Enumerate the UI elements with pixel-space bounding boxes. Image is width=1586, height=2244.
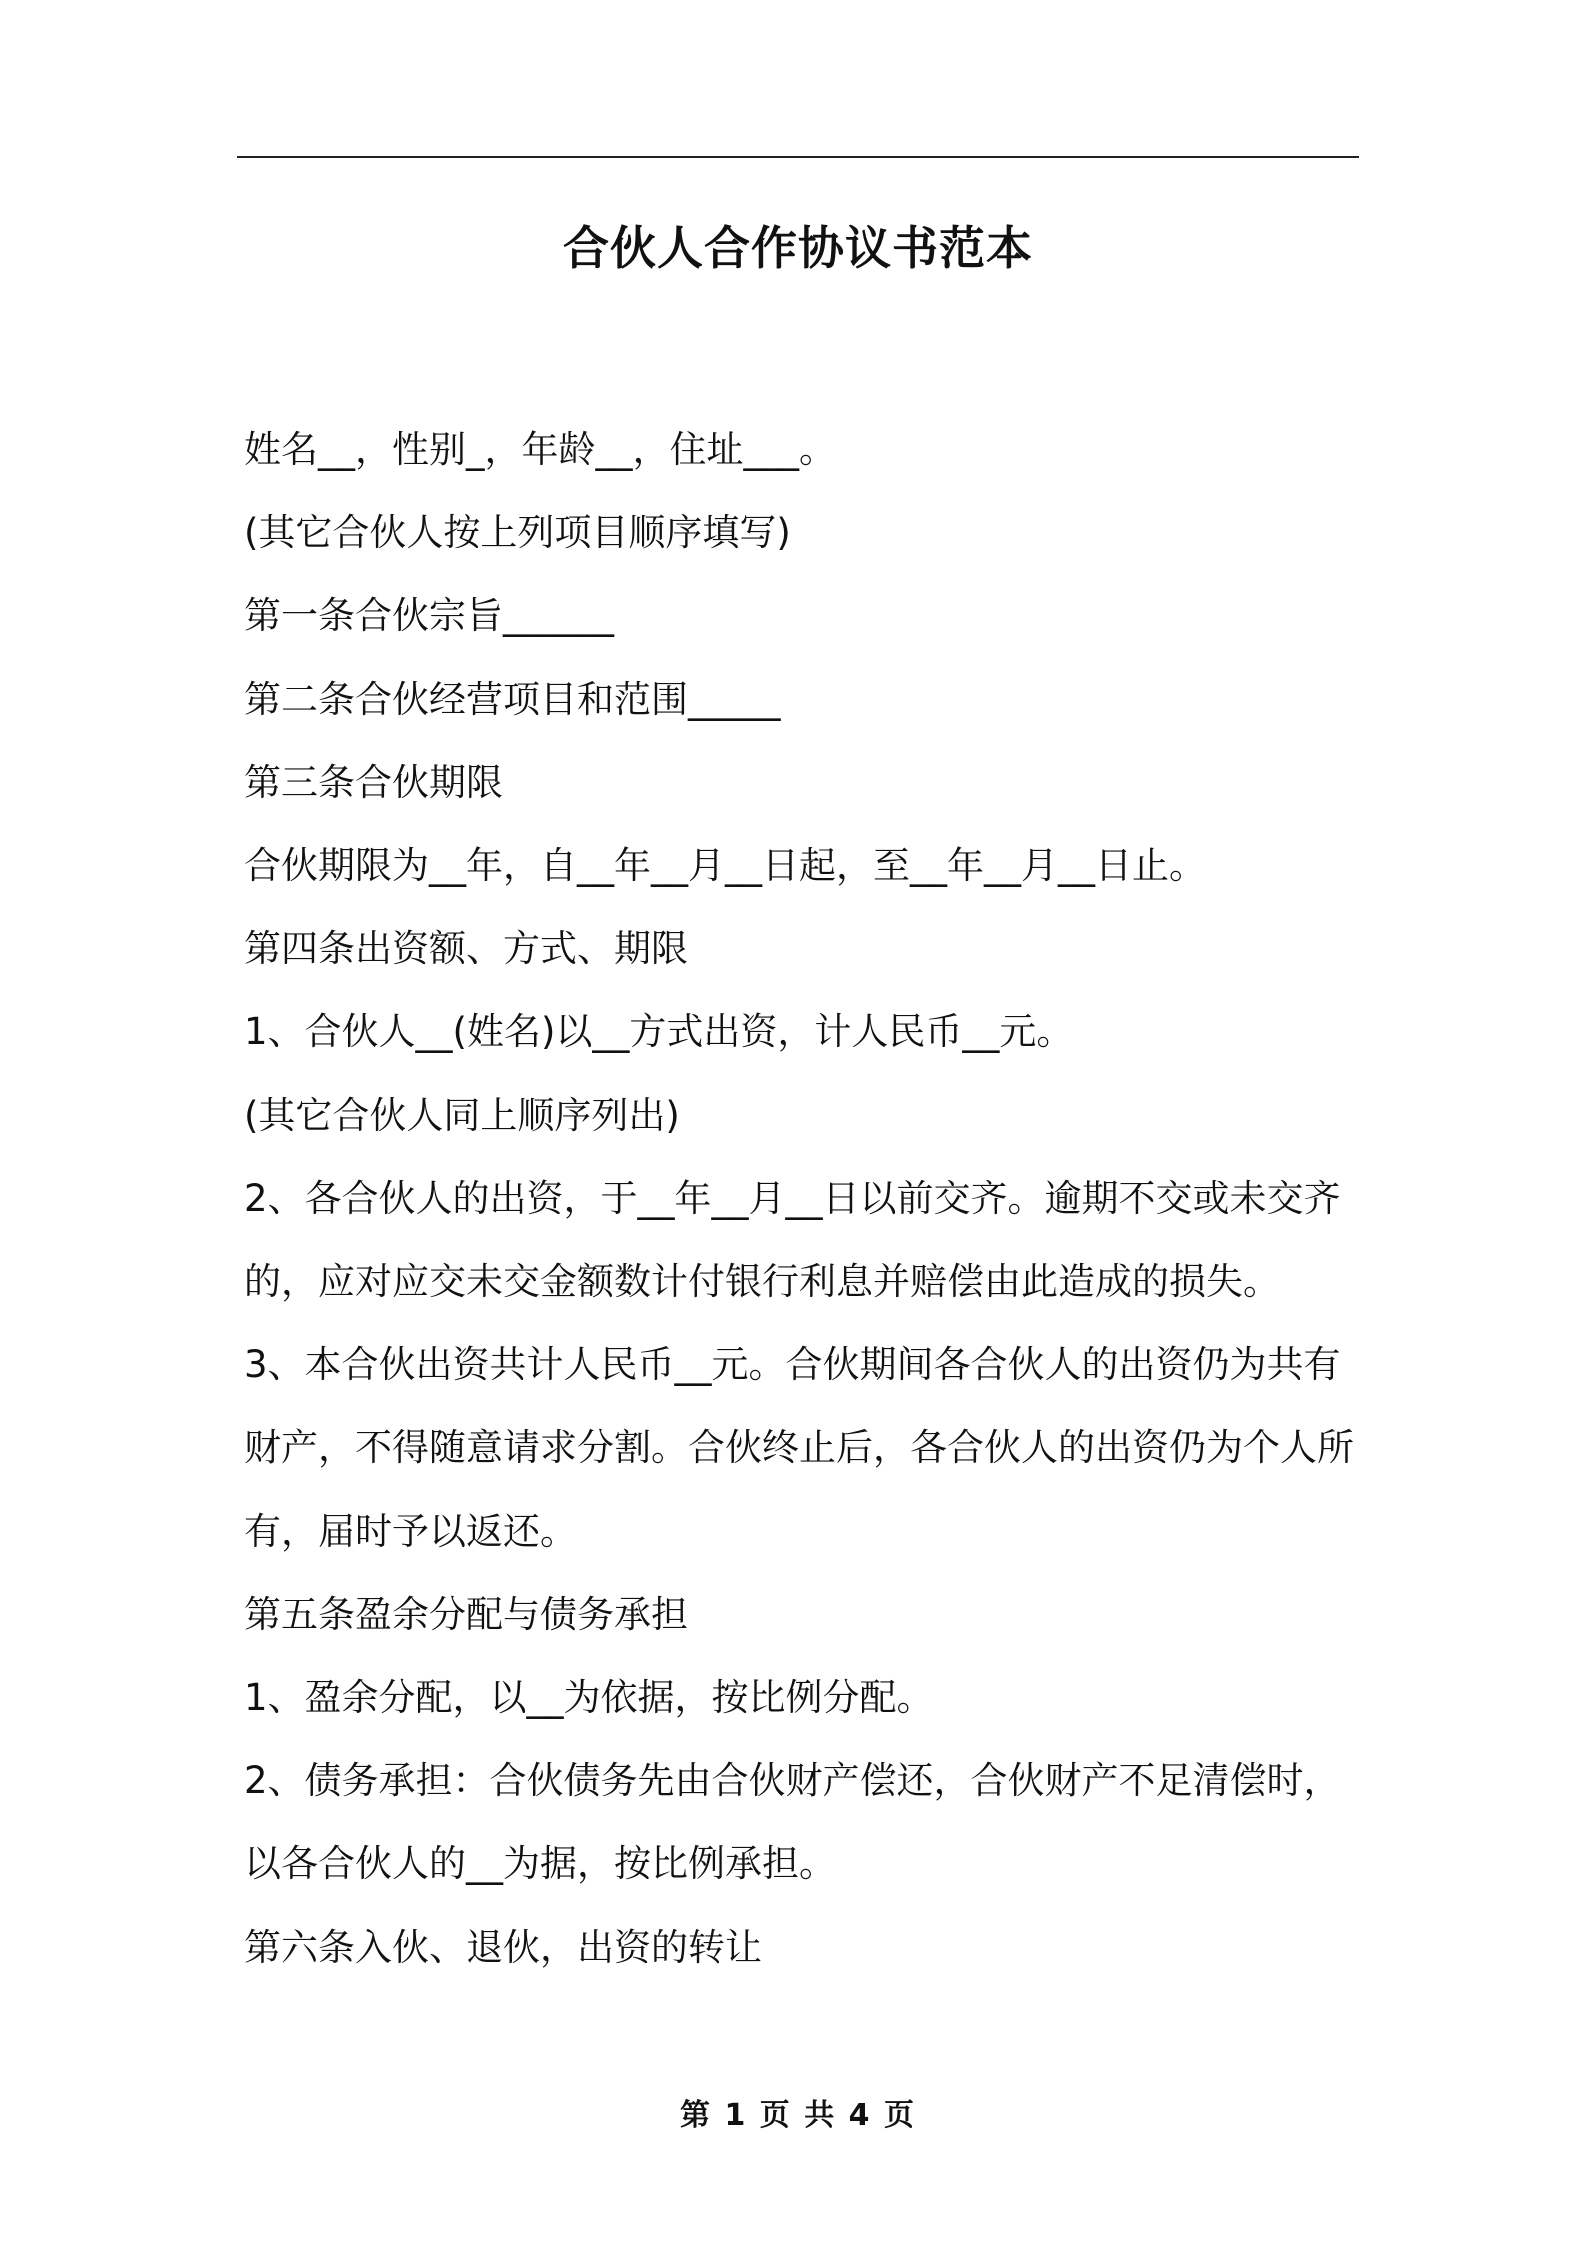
article-4-clause-3: 3、本合伙出资共计人民币__元。合伙期间各合伙人的出资仍为共有财产，不得随意请求分割。合伙终止后，各合伙人的出资仍为个人所有，届时予以返还。 [244,1343,1354,1553]
paragraph-party-info: 姓名__，性别_，年龄__，住址___。 [244,428,836,471]
page-number-footer: 第 1 页 共 4 页 [680,2098,916,2133]
article-4-clause-1: 1、合伙人__(姓名)以__方式出资，计人民币__元。 [244,1010,1074,1054]
article-4-heading: 第四条出资额、方式、期限 [244,927,688,971]
document-title: 合伙人合作协议书范本 [563,221,1033,275]
article-4-note: (其它合伙人同上顺序列出) [244,1093,680,1137]
paragraph-other-partners-note: (其它合伙人按上列项目顺序填写) [244,511,791,555]
article-1-heading: 第一条合伙宗旨______ [244,594,614,638]
article-2-heading: 第二条合伙经营项目和范围_____ [244,677,781,721]
header-rule [237,156,1359,158]
article-5-clause-1: 1、盈余分配，以__为依据，按比例分配。 [244,1676,934,1720]
article-3-heading: 第三条合伙期限 [244,760,503,804]
article-4-clause-2: 2、各合伙人的出资，于__年__月__日以前交齐。逾期不交或未交齐的，应对应交未交金额数计付银行利息并赔偿由此造成的损失。 [244,1176,1341,1304]
document-body [244,408,1360,1989]
article-5-clause-2: 2、债务承担：合伙债务先由合伙财产偿还，合伙财产不足清偿时，以各合伙人的__为据，按比例承担。 [244,1759,1341,1886]
article-3-term: 合伙期限为__年，自__年__月__日起，至__年__月__日止。 [244,844,1206,888]
article-6-heading: 第六条入伙、退伙，出资的转让 [244,1925,762,1969]
article-5-heading: 第五条盈余分配与债务承担 [244,1592,688,1636]
